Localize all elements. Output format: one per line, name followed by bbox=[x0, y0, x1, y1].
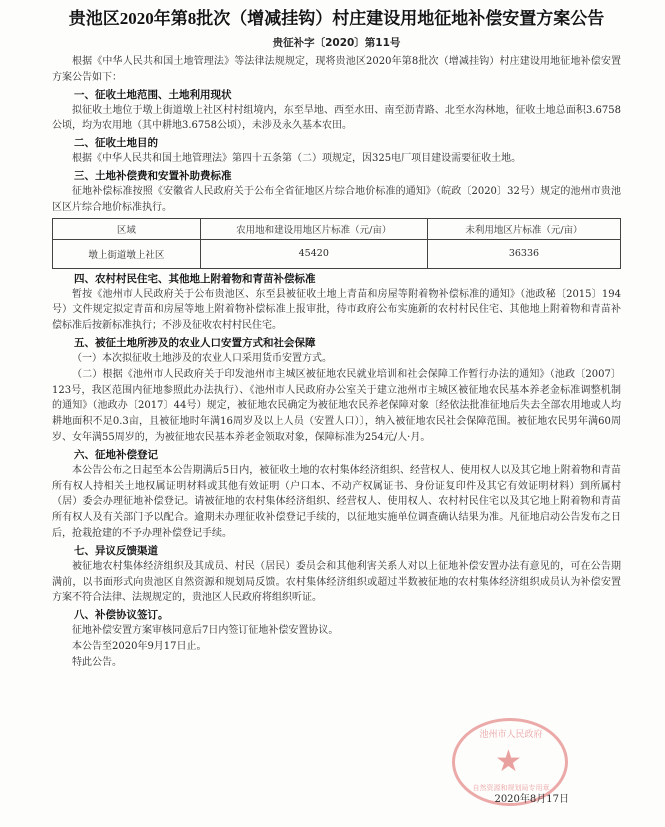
seal-top-text: 池州市人民政府 bbox=[479, 730, 543, 740]
table-header-cell: 未利用地区片标准（元/亩） bbox=[427, 218, 620, 239]
intro-paragraph: 根据《中华人民共和国土地管理法》等法律法规规定，现将贵池区2020年第8批次（增减挂钩）村庄建设用地征地补偿安置方案公告如下： bbox=[52, 56, 621, 83]
section-2-heading: 二、征收土地目的 bbox=[74, 137, 158, 150]
section-3-heading: 三、土地补偿费和安置补助费标准 bbox=[74, 169, 232, 182]
section-6-body: 本公告公布之日起至本公告期满后5日内，被征收土地的农村集体经济组织、经营权人、使用权人以及其它地上附着物和青苗所有权人持相关土地权属证明材料或其他有效证明（户口本、不动产权属证书、身份证复印件及其它有效证明材料）到所属村（居）委会办理征地补偿登记。请被征地的农村集体经济组织、经营权人、使用权人、农村村民住宅以及其它地上附着物和青苗所有权人及有关部门予以配合。逾期未办理征收补偿登记手续的，以征地实施单位调查确认结果为准。凡征地启动公告发布之日后，抢栽抢建的不予办理补偿登记手续。 bbox=[52, 464, 621, 539]
section-8-paragraph-3: 特此公告。 bbox=[72, 656, 122, 668]
seal-bottom-text: 自然资源和规划局专用章 bbox=[472, 784, 550, 792]
table-header-row bbox=[53, 218, 621, 239]
table-cell-unused-land-price: 36336 bbox=[427, 239, 620, 268]
section-7-heading: 七、异议反馈渠道 bbox=[74, 544, 158, 557]
section-1-body: 拟征收土地位于墩上街道墩上社区村村组境内，东至旱地、西至水田、南至沥青路、北至水沟林地，征收土地总面积3.6758公顷，均为农用地（其中耕地3.6758公顷），未涉及永久基本农田。 bbox=[52, 104, 621, 132]
section-6-heading: 六、征地补偿登记 bbox=[74, 448, 158, 461]
table-cell-region: 墩上街道墩上社区 bbox=[53, 239, 201, 268]
section-4-body: 暂按《池州市人民政府关于公布贵池区、东至县被征收土地上青苗和房屋等附着物补偿标准的通知》（池政秘〔2015〕194号）文件规定拟定青苗和房屋等地上附着物补偿标准上报审批，待市政府公布实施新的农村村民住宅、其他地上附着物和青苗补偿标准后按新标准执行；不涉及征收农村村民住宅。 bbox=[52, 288, 621, 332]
table-row bbox=[53, 239, 621, 268]
section-4-heading: 四、农村村民住宅、其他地上附着物和青苗补偿标准 bbox=[74, 272, 316, 285]
section-1-heading: 一、征收土地范围、土地利用现状 bbox=[74, 88, 232, 101]
section-8-heading: 八、补偿协议签订。 bbox=[74, 609, 169, 622]
section-8-paragraph-1: 征地补偿安置方案审核同意后7日内签订征地补偿安置协议。 bbox=[72, 625, 339, 637]
seal-star-icon: ★ bbox=[495, 744, 522, 779]
section-5-heading: 五、被征土地所涉及的农业人口安置方式和社会保障 bbox=[74, 336, 316, 349]
section-3-body: 征地补偿标准按照《安徽省人民政府关于公布全省征地区片综合地价标准的通知》（皖政〔2020〕32号）规定的池州市贵池区区片综合地价标准执行。 bbox=[52, 185, 621, 213]
table-header-cell: 农用地和建设用地区片标准（元/亩） bbox=[200, 218, 427, 239]
table-cell-farmland-price: 45420 bbox=[200, 239, 427, 268]
table-header-cell: 区域 bbox=[53, 218, 201, 239]
land-price-table bbox=[52, 218, 621, 269]
section-2-body: 根据《中华人民共和国土地管理法》第四十五条第（二）项规定，因325电厂项目建设需要征收土地。 bbox=[72, 153, 522, 165]
section-8-paragraph-2: 本公告至2020年9月17日止。 bbox=[72, 640, 207, 652]
issue-date: 2020年8月17日 bbox=[494, 794, 569, 805]
document-number: 贵征补字〔2020〕第11号 bbox=[272, 37, 401, 49]
section-5-paragraph-2: （二）根据《池州市人民政府关于印发池州市主城区被征地农民就业培训和社会保障工作暂行办法的通知》（池政〔2007〕123号，我区范围内征地参照此办法执行）、《池州市人民政府办公室关于建立池州市主城区被征地农民基本养老金标准调整机制的通知》（池政办〔2017〕44号）规定，被征地农民确定为被征地农民养老保障对象〔经依法批准征地后失去全部农用地或人均耕地面积不足0.3亩，且被征地时年满16周岁及以上人员（安置人口）〕，纳入被征地农民社会保障范围。被征地农民男年满60周岁、女年满55周岁的，为被征地农民基本养老金领取对象，保障标准为254元/人·月。 bbox=[52, 368, 621, 443]
section-5-paragraph-1: （一）本次拟征收土地涉及的农业人口采用货币安置方式。 bbox=[72, 352, 332, 364]
section-7-body: 被征地农村集体经济组织及其成员、村民（居民）委员会和其他利害关系人对以上征地补偿安置办法有意见的，可在公告期满前，以书面形式向贵池区自然资源和规划局反馈。农村集体经济组织或超过半数被征地的农村集体经济组织成员认为补偿安置方案不符合法律、法规规定的，贵池区人民政府将组织听证。 bbox=[52, 560, 621, 604]
page-title: 贵池区2020年第8批次（增减挂钩）村庄建设用地征地补偿安置方案公告 bbox=[68, 9, 605, 28]
